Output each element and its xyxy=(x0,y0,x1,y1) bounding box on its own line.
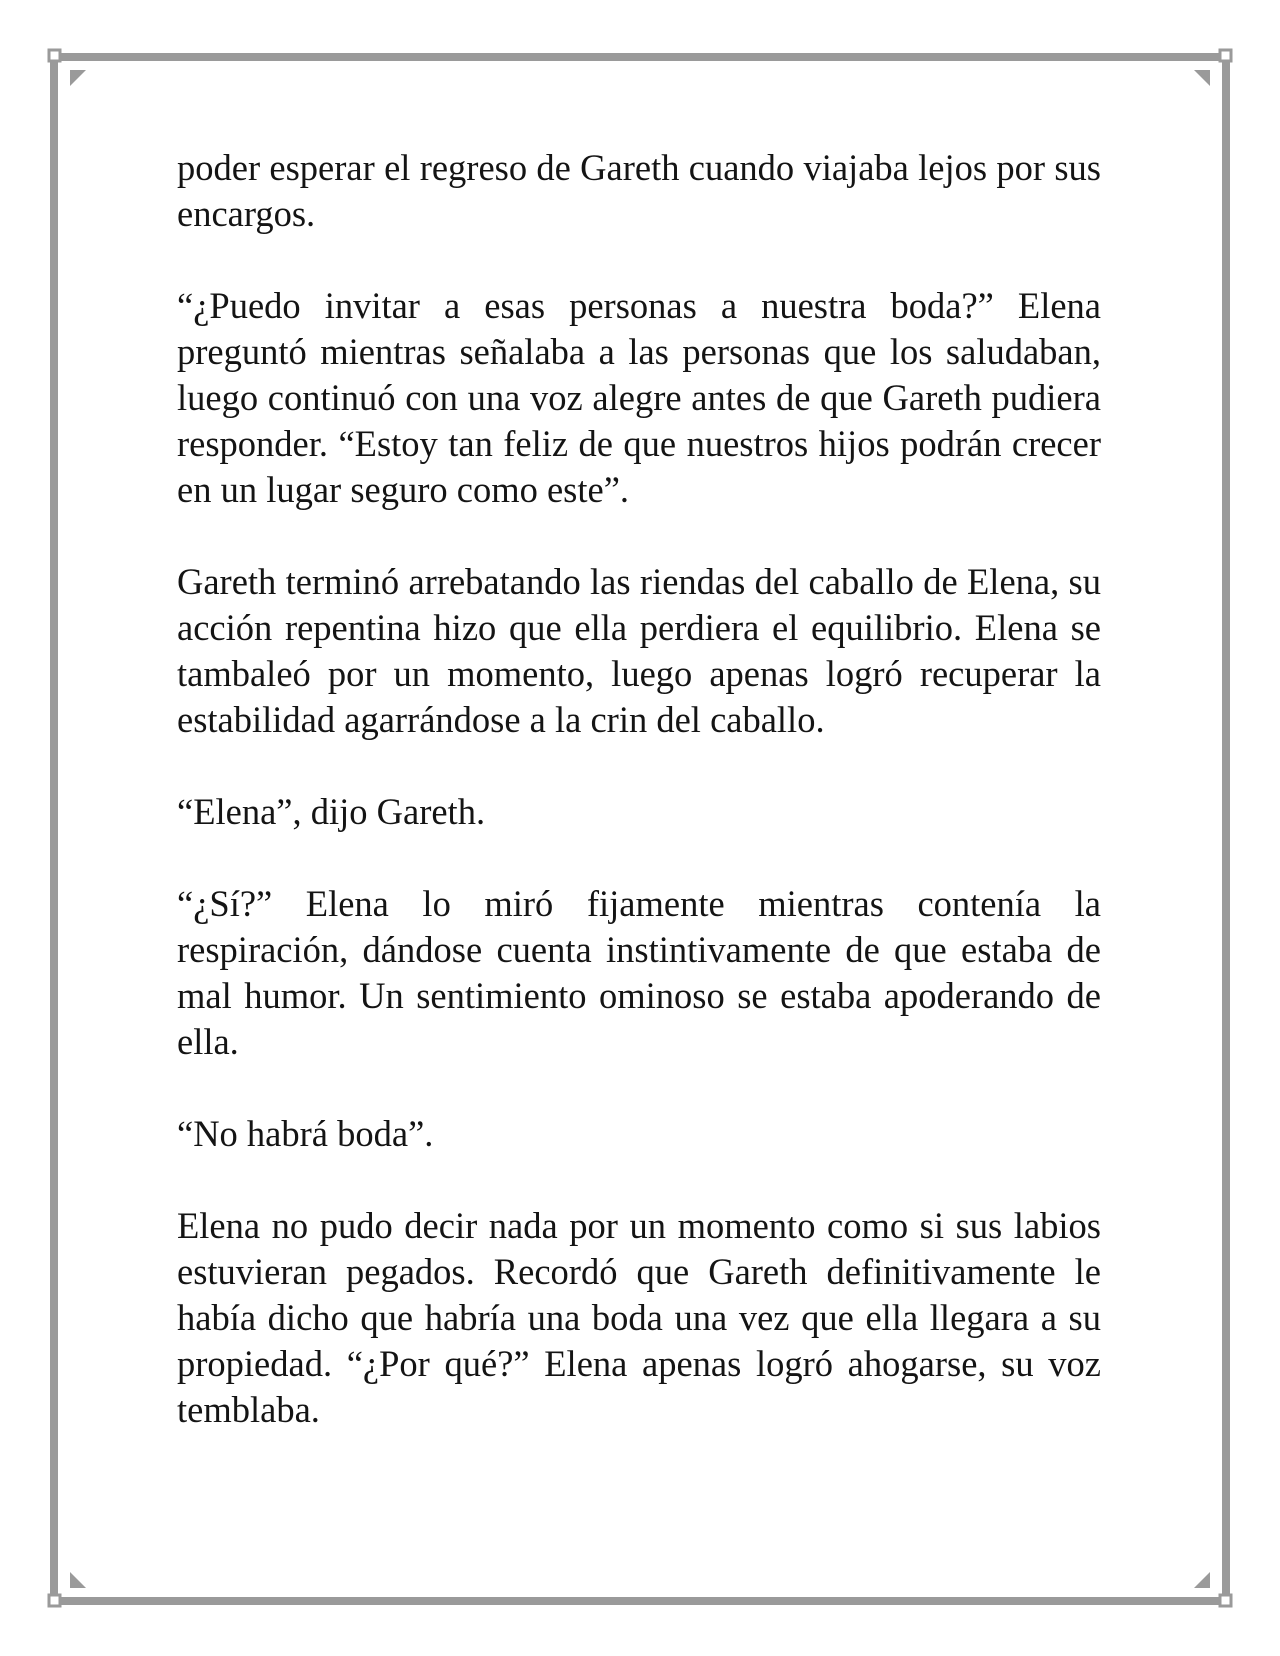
corner-triangle-top-left xyxy=(70,70,86,86)
page-text-body xyxy=(177,145,1101,1479)
border-right-line xyxy=(1222,61,1230,1597)
corner-ornament-top-left xyxy=(49,50,60,61)
corner-ornament-bottom-left xyxy=(49,1595,60,1606)
paragraph-1: poder esperar el regreso de Gareth cuando viajaba lejos por sus encargos. xyxy=(177,147,1101,234)
corner-triangle-bottom-right xyxy=(1194,1572,1210,1588)
corner-triangle-bottom-left xyxy=(70,1572,86,1588)
paragraph-7: Elena no pudo decir nada por un momento como si sus labios estuvieran pegados. Recordó que Gareth definitivamente le había dicho que habría una boda una vez que ella llegara a su propiedad. “¿Por qué?” Elena apenas logró ahogarse, su voz temblaba. xyxy=(177,1205,1101,1430)
border-bottom-line xyxy=(58,1597,1222,1605)
paragraph-4: “Elena”, dijo Gareth. xyxy=(177,791,486,832)
corner-ornament-bottom-right xyxy=(1220,1595,1231,1606)
corner-triangle-top-right xyxy=(1194,70,1210,86)
paragraph-5: “¿Sí?” Elena lo miró fijamente mientras contenía la respiración, dándose cuenta instintivamente de que estaba de mal humor. Un sentimiento ominoso se estaba apoderando de ella. xyxy=(177,883,1101,1062)
paragraph-2: “¿Puedo invitar a esas personas a nuestra boda?” Elena preguntó mientras señalaba a las personas que los saludaban, luego continuó con una voz alegre antes de que Gareth pudiera responder. “Estoy tan feliz de que nuestros hijos podrán crecer en un lugar seguro como este”. xyxy=(177,285,1101,510)
corner-ornament-top-right xyxy=(1220,50,1231,61)
border-top-line xyxy=(58,53,1222,61)
paragraph-6: “No habrá boda”. xyxy=(177,1113,434,1154)
border-left-line xyxy=(50,61,58,1597)
paragraph-3: Gareth terminó arrebatando las riendas del caballo de Elena, su acción repentina hizo que ella perdiera el equilibrio. Elena se tambaleó por un momento, luego apenas logró recuperar la estabilidad agarrándose a la crin del caballo. xyxy=(177,561,1101,740)
